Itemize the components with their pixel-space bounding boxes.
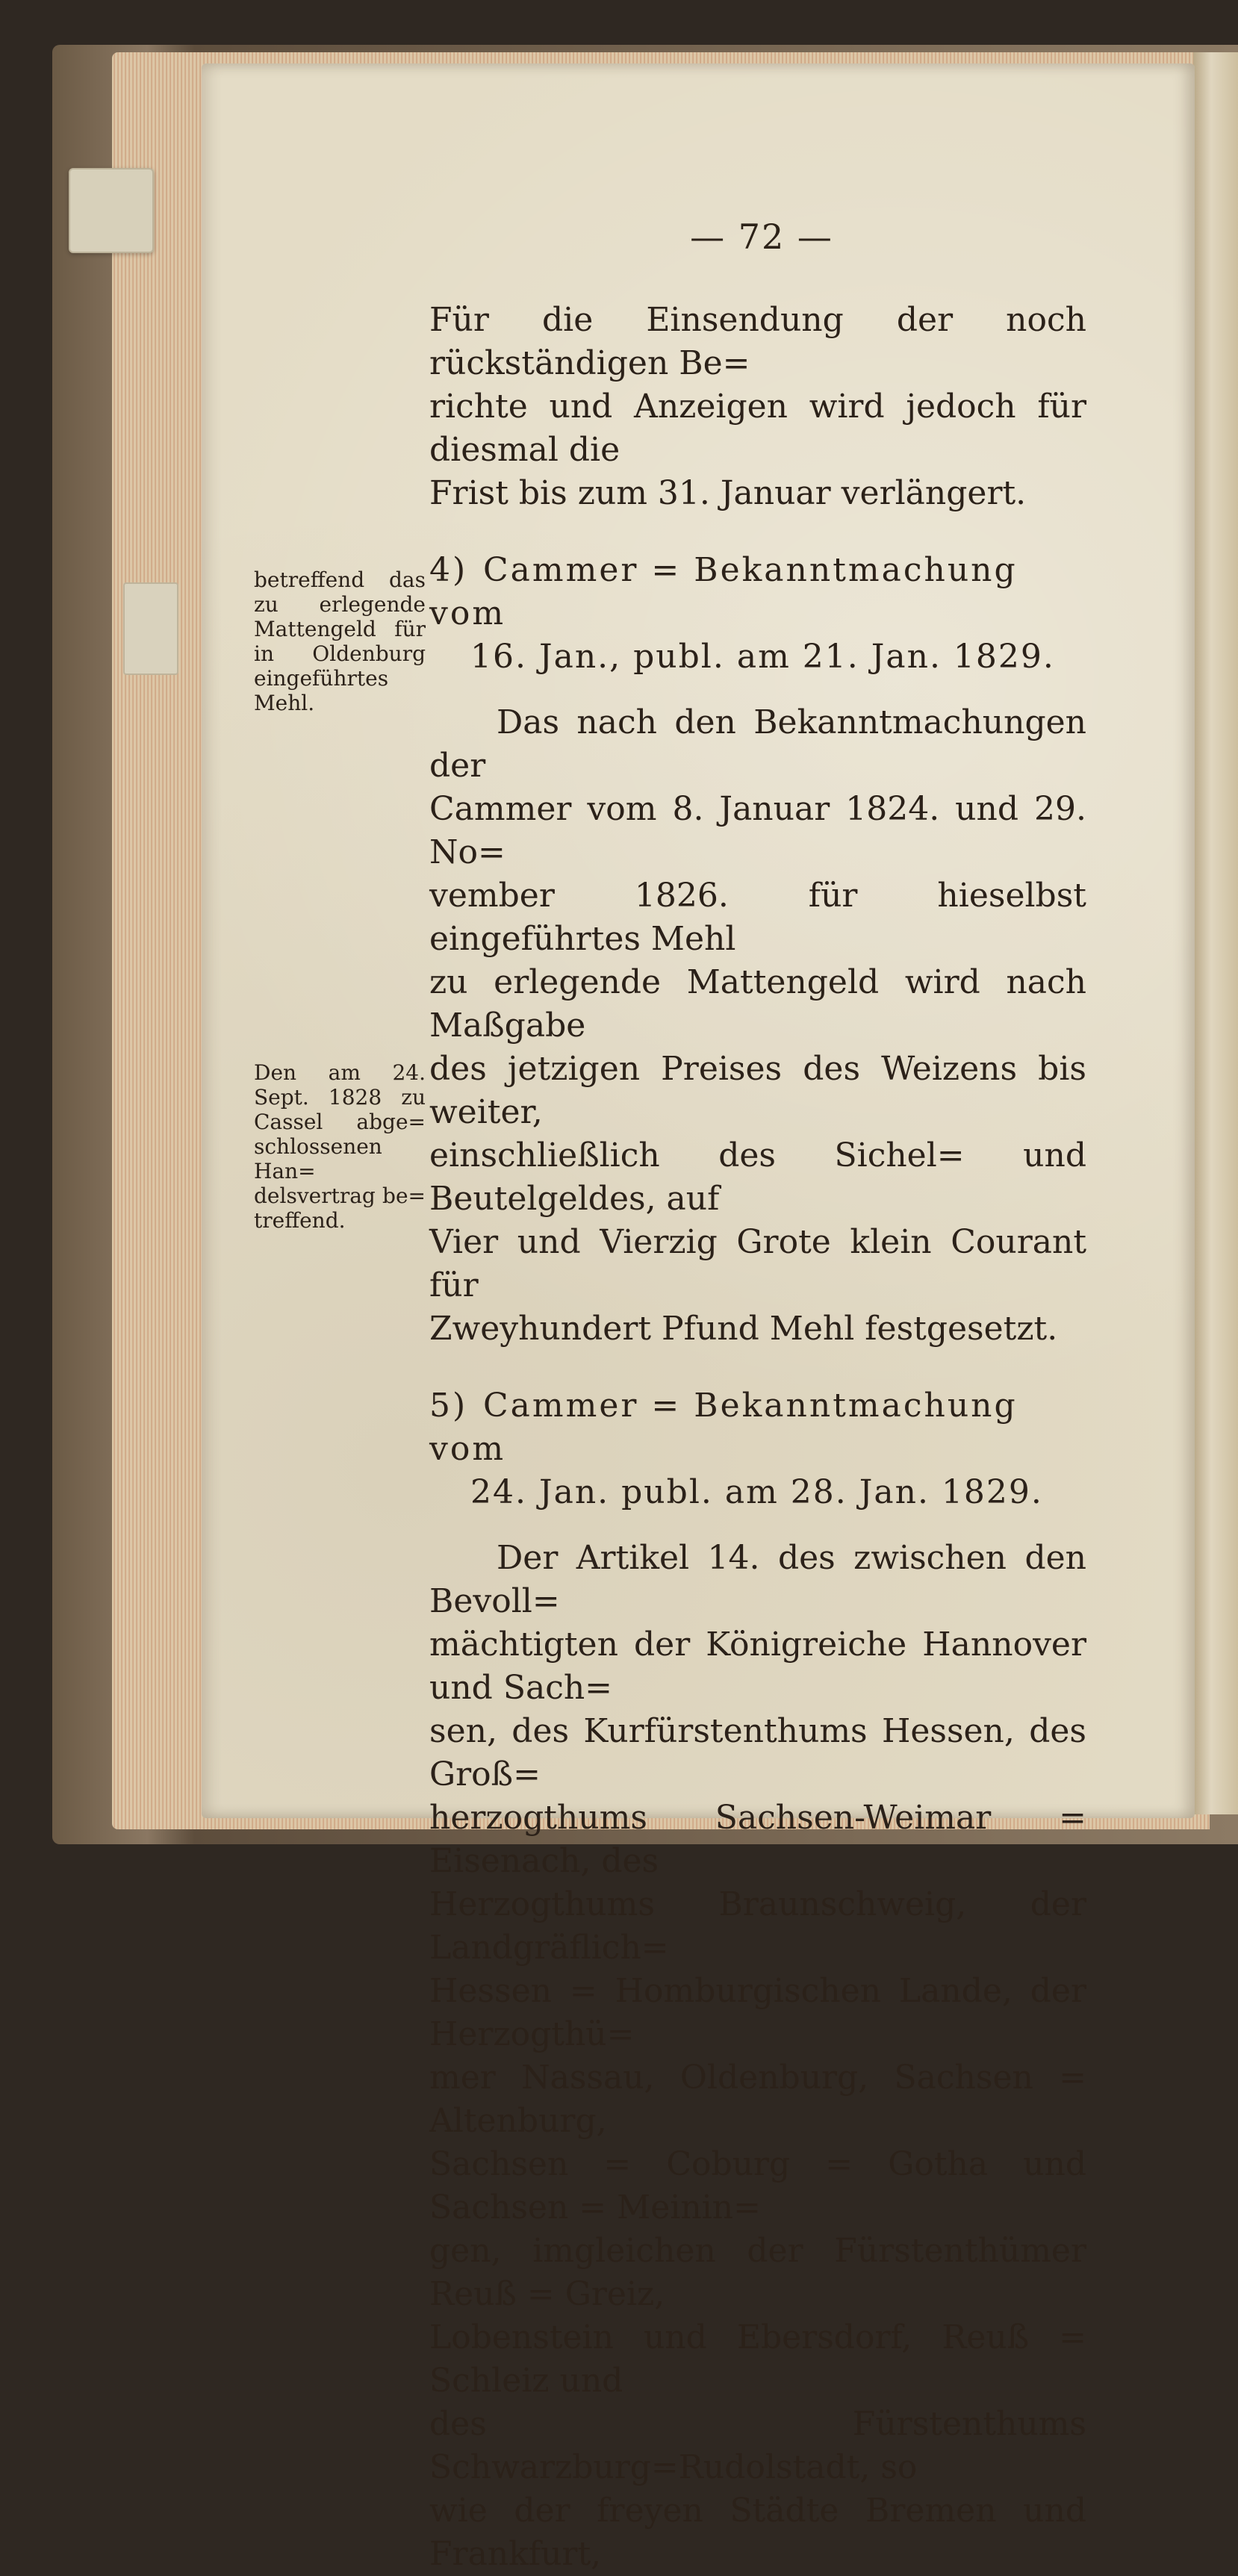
- section-5-title: Cammer = Bekanntmachung vom: [429, 1387, 1018, 1468]
- section-4-title: Cammer = Bekanntmachung vom: [429, 551, 1018, 632]
- paragraph-2-line: des jetzigen Preises des Weizens bis weiter,: [429, 1050, 1086, 1131]
- section-5-date: 24. Jan. publ. am 28. Jan. 1829.: [470, 1473, 1043, 1511]
- paragraph-3-line: des Fürstenthums Schwarzburg=Rudolstadt, so: [429, 2405, 1086, 2486]
- paragraph-3-line: Herzogthums Braunschweig, der Landgräflich=: [429, 1885, 1086, 1967]
- paragraph-3-line: Lobenstein und Ebersdorf, Reuß = Schleiz und: [429, 2318, 1086, 2400]
- section-5-number: 5): [429, 1387, 468, 1425]
- paragraph-1-line: richte und Anzeigen wird jedoch für diesmal die: [429, 388, 1086, 469]
- paragraph-3-line: Sachsen = Coburg = Gotha und Sachsen = Meinin=: [429, 2145, 1086, 2227]
- paragraph-2-line: Zweyhundert Pfund Mehl festgesetzt.: [429, 1310, 1058, 1348]
- paragraph-3-line: mächtigten der Königreiche Hannover und Sach=: [429, 1625, 1086, 1707]
- section-4-date: 16. Jan., publ. am 21. Jan. 1829.: [470, 638, 1055, 676]
- page-number: — 72 —: [690, 217, 833, 257]
- section-4-heading: [429, 549, 1086, 679]
- paragraph-3: [429, 1537, 1086, 2576]
- paragraph-1-line: Frist bis zum 31. Januar verlängert.: [429, 474, 1027, 512]
- section-4-number: 4): [429, 551, 468, 589]
- book-right-edge: [1193, 52, 1238, 1814]
- margin-note-handelsvertrag: Den am 24. Sept. 1828 zu Cassel abge= schlossenen Han= delsvertrag be= treffend.: [254, 1060, 426, 1233]
- paragraph-1-line: Für die Einsendung der noch rückständigen Be=: [429, 301, 1086, 382]
- paragraph-3-line: gen, imgleichen der Fürstenthümer Reuß = Greiz,: [429, 2232, 1086, 2313]
- paper-tab: [69, 168, 154, 253]
- paragraph-2-line: Cammer vom 8. Januar 1824. und 29. No=: [429, 790, 1086, 871]
- paragraph-1: [429, 299, 1086, 515]
- paragraph-2-line: Vier und Vierzig Grote klein Courant für: [429, 1223, 1086, 1304]
- paragraph-2-line: vember 1826. für hieselbst eingeführtes Mehl: [429, 877, 1086, 958]
- paragraph-2-line: Das nach den Bekanntmachungen der: [429, 703, 1086, 785]
- paragraph-2-line: einschließlich des Sichel= und Beutelgeldes, auf: [429, 1136, 1086, 1218]
- paper-tab-small: [123, 582, 178, 675]
- paragraph-3-line: wie der freyen Städte Bremen und Frankfurt,: [429, 2492, 1086, 2573]
- paragraph-2-line: zu erlegende Mattengeld wird nach Maßgabe: [429, 963, 1086, 1045]
- paragraph-2: [429, 701, 1086, 1351]
- paragraph-3-line: Hessen = Homburgischen Lande, der Herzogthü=: [429, 1972, 1086, 2053]
- margin-note-mattengeld: betreffend das zu erlegende Mattengeld für in Oldenburg eingeführtes Mehl.: [254, 567, 426, 715]
- paragraph-3-line: mer Nassau, Oldenburg, Sachsen = Altenburg,: [429, 2059, 1086, 2140]
- main-text: [429, 299, 1086, 2576]
- paragraph-3-line: Der Artikel 14. des zwischen den Bevoll=: [429, 1539, 1086, 1620]
- paragraph-3-line: herzogthums Sachsen-Weimar = Eisenach, des: [429, 1799, 1086, 1880]
- paragraph-3-line: sen, des Kurfürstenthums Hessen, des Groß=: [429, 1712, 1086, 1793]
- section-5-heading: [429, 1384, 1086, 1514]
